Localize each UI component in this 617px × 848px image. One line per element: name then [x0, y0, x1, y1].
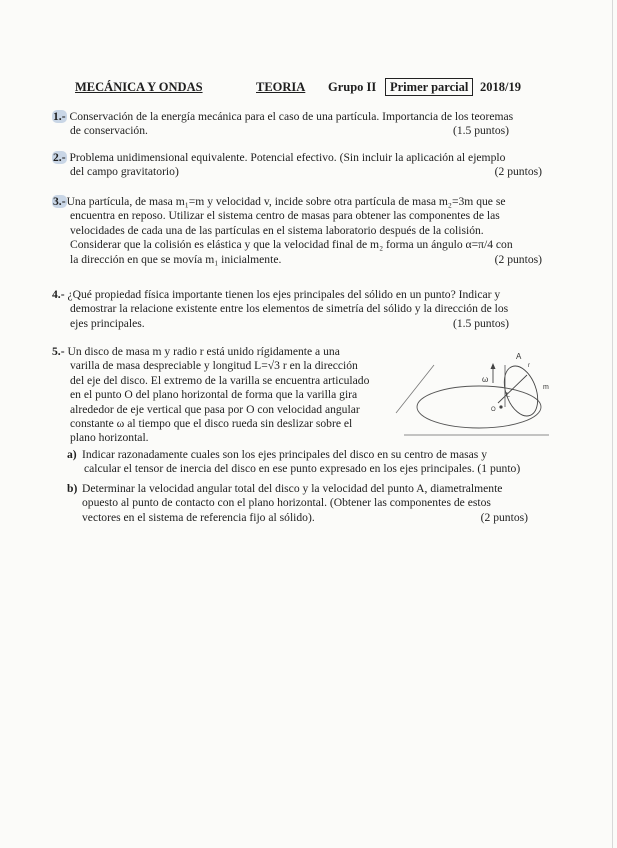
question-text: Problema unidimensional equivalente. Potencial efectivo. (Sin incluir la aplicación al ejemplo [69, 151, 506, 164]
subquestion-a [67, 448, 542, 477]
question-number: 1.- [53, 110, 66, 123]
question-text: Considerar que la colisión es elástica y que la velocidad final de m₂ forma un ángulo α=π/4 con [70, 238, 513, 252]
question-5 [52, 345, 388, 446]
question-2 [52, 151, 542, 180]
question-points: (2 puntos) [494, 252, 542, 266]
section-title: TEORIA [256, 80, 306, 94]
orbit-ellipse [417, 386, 541, 428]
question-text: varilla de masa despreciable y longitud L=√3 r en la dirección [70, 359, 358, 373]
question-number: 5.- [52, 345, 65, 358]
question-points: (1.5 puntos) [452, 124, 509, 138]
question-text: del campo gravitatorio) [70, 165, 179, 179]
question-text: del eje del disco. El extremo de la varilla se encuentra articulado [70, 373, 370, 387]
question-text: encuentra en reposo. Utilizar el sistema centro de masas para obtener las componentes de las [70, 209, 500, 223]
subquestion-label: a) [67, 448, 77, 461]
question-number: 2.- [53, 151, 66, 164]
question-text: ¿Qué propiedad física importante tienen los ejes principales del sólido en un punto? Indicar y [67, 288, 501, 301]
disk-diagram [394, 345, 554, 445]
subquestion-label: b) [67, 482, 78, 495]
rod-line [498, 375, 527, 403]
label-omega: ω [482, 375, 489, 384]
question-text: constante ω al tiempo que el disco rueda sin deslizar sobre el [70, 417, 353, 431]
subquestion-text: vectores en el sistema de referencia fijo al sólido). [82, 510, 315, 524]
omega-arrowhead-icon [491, 363, 496, 369]
subquestion-text: Determinar la velocidad angular total del disco y la velocidad del punto A, diametralmente [82, 482, 503, 495]
label-o: O [491, 407, 496, 413]
question-text: en el punto O del plano horizontal de forma que la varilla gira [70, 388, 358, 402]
page-edge [612, 0, 613, 848]
exam-header [75, 78, 545, 98]
group-label: Grupo II [328, 80, 377, 94]
question-1 [52, 110, 542, 139]
subquestion-text: calcular el tensor de inercia del disco en ese punto expresado en los ejes principales. (1 punto) [84, 462, 521, 476]
label-m: m [543, 384, 549, 391]
plane-edge-line [396, 365, 434, 413]
question-text: Conservación de la energía mecánica para el caso de una partícula. Importancia de los teoremas [69, 110, 514, 123]
year-label: 2018/19 [480, 80, 521, 94]
subquestion-points: (2 puntos) [480, 510, 528, 524]
label-r: r [528, 363, 530, 369]
subject-title: MECÁNICA Y ONDAS [75, 80, 203, 94]
question-text: ejes principales. [70, 316, 145, 330]
exam-label: Primer parcial [385, 78, 473, 96]
question-text: demostrar la relacione existente entre los elementos de simetría del sólido y la dirección de los [70, 302, 509, 316]
question-number: 3.- [53, 195, 66, 208]
point-o [499, 405, 502, 408]
question-text: alrededor de eje vertical que pasa por O con velocidad angular [70, 402, 360, 416]
question-3 [52, 195, 542, 267]
question-text: velocidades de cada una de las partículas en el sistema laboratorio después de la colisión. [70, 223, 484, 237]
question-points: (2 puntos) [494, 165, 542, 179]
subquestion-text: Indicar razonadamente cuales son los ejes principales del disco en su centro de masas y [82, 448, 487, 461]
question-text: Una partícula, de masa m₁=m y velocidad v, incide sobre otra partícula de masa m₂=3m que se [66, 195, 506, 208]
label-l: L [506, 392, 510, 399]
question-text: de conservación. [70, 124, 148, 138]
question-points: (1.5 puntos) [452, 316, 509, 330]
question-text: la dirección en que se movía m₁ inicialmente. [70, 252, 282, 266]
question-text: plano horizontal. [70, 431, 149, 445]
subquestion-b [67, 482, 542, 525]
question-text: Un disco de masa m y radio r está unido rígidamente a una [67, 345, 340, 358]
subquestion-text: opuesto al punto de contacto con el plano horizontal. (Obtener las componentes de estos [82, 496, 491, 510]
question-4 [52, 288, 542, 331]
label-a: A [516, 352, 522, 361]
question-number: 4.- [52, 288, 65, 301]
